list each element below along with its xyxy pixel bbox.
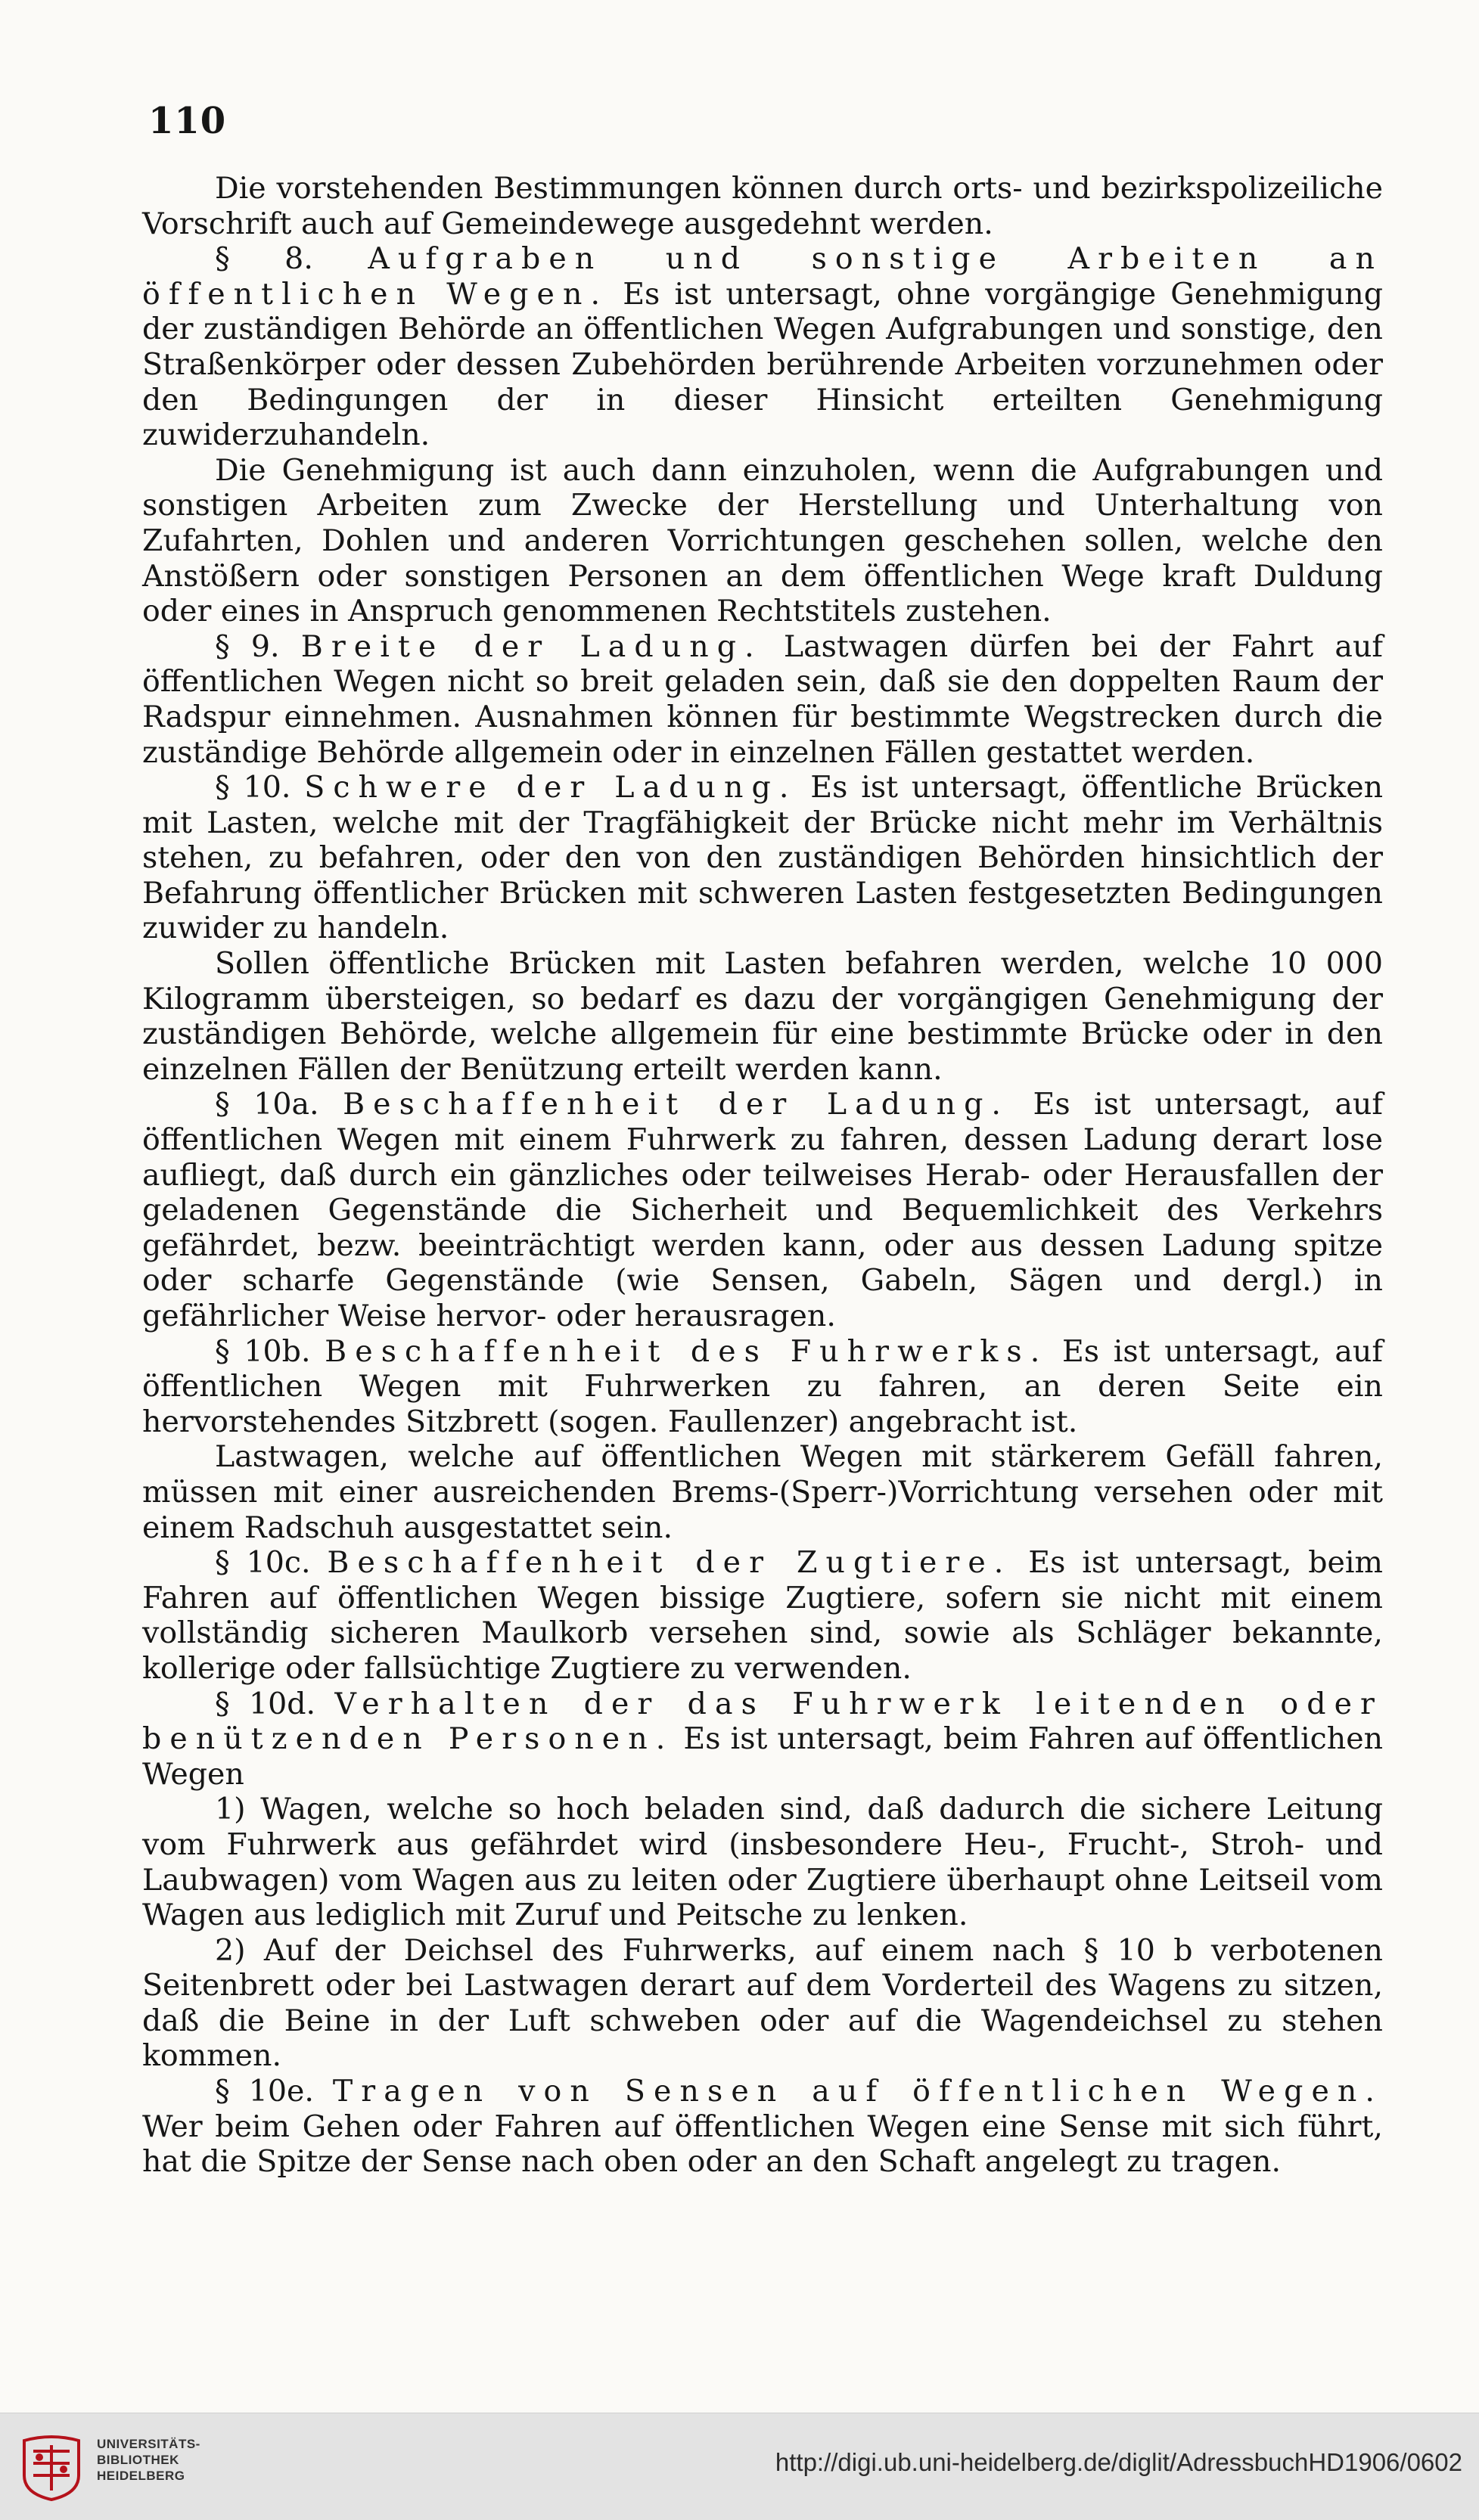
section-heading: Verhalten der das Fuhrwerk leitenden oder benützenden Personen.: [142, 1686, 1383, 1757]
section-number: § 10.: [215, 770, 291, 805]
paragraph-text: Die vorstehenden Bestimmungen können durch orts- und bezirkspolizeiliche Vorschrift auch auf Gemeindewege ausgedehnt werden.: [142, 171, 1383, 241]
section-number: § 10e.: [215, 2074, 314, 2109]
section-heading: Beschaffenheit der Ladung.: [343, 1087, 1010, 1122]
source-url-link[interactable]: http://digi.ub.uni-heidelberg.de/diglit/AdressbuchHD1906/0602: [775, 2448, 1462, 2476]
section-heading: Breite der Ladung.: [300, 628, 763, 664]
heidelberg-university-library-seal-icon[interactable]: [17, 2430, 86, 2503]
paragraph-section-10e: [142, 2074, 1383, 2180]
body-text: [142, 171, 1383, 2180]
section-heading: Tragen von Sensen auf öffentlichen Wegen.: [332, 2074, 1383, 2109]
paragraph-text: 2) Auf der Deichsel des Fuhrwerks, auf einem nach § 10 b verbotenen Seitenbrett oder bei Lastwagen derart auf dem Vorderteil des Wagens zu sitzen, daß die Beine in der Luft schweben oder auf die Wagendeichsel zu stehen kommen.: [142, 1932, 1383, 2074]
paragraph-text: Lastwagen dürfen bei der Fahrt auf öffentlichen Wegen nicht so breit geladen sein, daß sie den doppelten Raum der Radspur einnehmen. Ausnahmen können für bestimmte Wegstrecken durch die zuständige Behörde allgemein oder in einzelnen Fällen gestattet werden.: [142, 628, 1384, 770]
library-logo-text[interactable]: [97, 2436, 200, 2484]
paragraph-section-10-cont: [142, 946, 1383, 1087]
paragraph-text: Es ist untersagt, beim Fahren auf öffentlichen Wegen bissige Zugtiere, sofern sie nicht mit einem vollständig sicheren Maulkorb versehen sind, sowie als Schläger bekannte, kollerige oder fallsüchtige Zugtiere zu verwenden.: [142, 1545, 1383, 1686]
page-number: 110: [148, 100, 227, 142]
section-number: § 8.: [215, 241, 313, 277]
section-number: § 10d.: [215, 1686, 316, 1721]
paragraph-text: Es ist untersagt, auf öffentlichen Wegen mit Fuhrwerken zu fahren, an deren Seite ein hervorstehendes Sitzbrett (sogen. Faullenzer) angebracht ist.: [142, 1333, 1383, 1439]
list-item-2: [142, 1933, 1383, 2074]
list-item-1: [142, 1792, 1383, 1932]
section-heading: Beschaffenheit des Fuhrwerks.: [325, 1333, 1049, 1369]
paragraph-section-10b-cont: [142, 1439, 1383, 1545]
paragraph-intro: [142, 171, 1383, 241]
paragraph-section-10d: [142, 1687, 1383, 1792]
paragraph-section-10c: [142, 1545, 1383, 1686]
section-number: § 10c.: [215, 1545, 311, 1581]
paragraph-text: Wer beim Gehen oder Fahren auf öffentlichen Wegen eine Sense mit sich führt, hat die Spitze der Sense nach oben oder an den Schaft angelegt zu tragen.: [142, 2109, 1383, 2180]
logo-line: UNIVERSITÄTS-: [97, 2437, 200, 2451]
paragraph-section-8: [142, 241, 1383, 453]
paragraph-text: Sollen öffentliche Brücken mit Lasten befahren werden, welche 10 000 Kilogramm übersteigen, so bedarf es dazu der vorgängigen Genehmigung der zuständigen Behörde, welche allgemein für eine bestimmte Brücke oder in den einzelnen Fällen der Benützung erteilt werden kann.: [142, 946, 1383, 1087]
logo-line: BIBLIOTHEK: [97, 2453, 179, 2467]
paragraph-text: Es ist untersagt, öffentliche Brücken mit Lasten, welche mit der Tragfähigkeit der Brücke nicht mehr im Verhältnis stehen, zu befahren, oder den von den zuständigen Behörden hinsichtlich der Befahrung öffentlicher Brücken mit schweren Lasten festgesetzten Bedingungen zuwider zu handeln.: [142, 770, 1384, 946]
paragraph-text: Es ist untersagt, auf öffentlichen Wegen mit einem Fuhrwerk zu fahren, dessen Ladung derart lose aufliegt, daß durch ein gänzliches oder teilweises Herab- oder Herausfallen der geladenen Gegenstände die Sicherheit und Bequemlichkeit des Verkehrs gefährdet, bezw. beeinträchtigt werden kann, oder aus dessen Ladung spitze oder scharfe Gegenstände (wie Sensen, Gabeln, Sägen und dergl.) in gefährlicher Weise hervor- oder herausragen.: [142, 1087, 1383, 1333]
logo-line: HEIDELBERG: [97, 2469, 185, 2483]
paragraph-text: Es ist untersagt, beim Fahren auf öffentlichen Wegen: [142, 1721, 1384, 1792]
section-number: § 10b.: [215, 1333, 311, 1369]
paragraph-section-10a: [142, 1087, 1383, 1333]
section-heading: Schwere der Ladung.: [304, 770, 797, 805]
section-heading: Aufgraben und sonstige Arbeiten an öffentlichen Wegen.: [142, 241, 1383, 312]
paragraph-text: 1) Wagen, welche so hoch beladen sind, daß dadurch die sichere Leitung vom Fuhrwerk aus gefährdet wird (insbesondere Heu-, Frucht-, Stroh- und Laubwagen) vom Wagen aus zu leiten oder Zugtiere überhaupt ohne Leitseil vom Wagen aus lediglich mit Zuruf und Peitsche zu lenken.: [142, 1792, 1383, 1933]
paragraph-section-10b: [142, 1334, 1383, 1440]
footer-bar: [0, 2413, 1479, 2520]
paragraph-text: Es ist untersagt, ohne vorgängige Genehmigung der zuständigen Behörde an öffentlichen Wegen Aufgrabungen und sonstige, den Straßenkörper oder dessen Zubehörden berührende Arbeiten vorzunehmen oder den Bedingungen der in dieser Hinsicht erteilten Genehmigung zuwiderzuhandeln.: [142, 276, 1383, 453]
paragraph-section-10: [142, 770, 1383, 946]
section-number: § 9.: [215, 628, 280, 664]
paragraph-text: Lastwagen, welche auf öffentlichen Wegen mit stärkerem Gefäll fahren, müssen mit einer ausreichenden Brems-(Sperr-)Vorrichtung versehen oder mit einem Radschuh ausgestattet sein.: [142, 1439, 1383, 1545]
paragraph-text: Die Genehmigung ist auch dann einzuholen, wenn die Aufgrabungen und sonstigen Arbeiten zum Zwecke der Herstellung und Unterhaltung von Zufahrten, Dohlen und anderen Vorrichtungen geschehen sollen, welche den Anstößern oder sonstigen Personen an dem öffentlichen Wege kraft Duldung oder eines in Anspruch genommenen Rechtstitels zustehen.: [142, 452, 1383, 629]
paragraph-section-8-cont: [142, 453, 1383, 629]
section-number: § 10a.: [215, 1087, 319, 1122]
section-heading: Beschaffenheit der Zugtiere.: [327, 1545, 1012, 1581]
paragraph-section-9: [142, 629, 1383, 770]
